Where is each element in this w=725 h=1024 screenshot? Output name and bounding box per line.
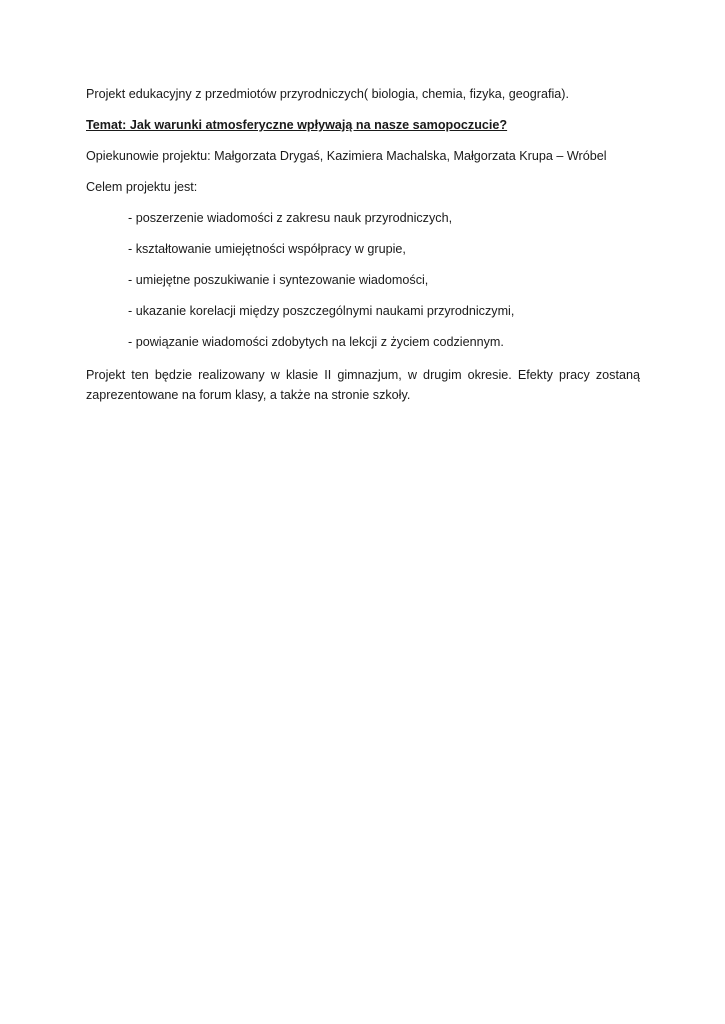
- goal-item: - umiejętne poszukiwanie i syntezowanie wiadomości,: [128, 273, 429, 287]
- project-intro: Projekt edukacyjny z przedmiotów przyrodniczych( biologia, chemia, fizyka, geografia).: [86, 87, 569, 101]
- project-topic: Temat: Jak warunki atmosferyczne wpływają na nasze samopoczucie?: [86, 118, 508, 132]
- project-summary: Projekt ten będzie realizowany w klasie II gimnazjum, w drugim okresie. Efekty pracy zostaną zaprezentowane na forum klasy, a także na stronie szkoły.: [86, 368, 640, 402]
- goals-list: [86, 210, 640, 351]
- goal-item: - poszerzenie wiadomości z zakresu nauk przyrodniczych,: [128, 211, 453, 225]
- goals-heading: Celem projektu jest:: [86, 180, 198, 194]
- document-body: [86, 86, 640, 405]
- goal-item: - kształtowanie umiejętności współpracy w grupie,: [128, 242, 406, 256]
- goal-item: - ukazanie korelacji między poszczególnymi naukami przyrodniczymi,: [128, 304, 515, 318]
- project-supervisors: Opiekunowie projektu: Małgorzata Drygaś, Kazimiera Machalska, Małgorzata Krupa – Wróbel: [86, 149, 607, 163]
- goal-item: - powiązanie wiadomości zdobytych na lekcji z życiem codziennym.: [128, 335, 504, 349]
